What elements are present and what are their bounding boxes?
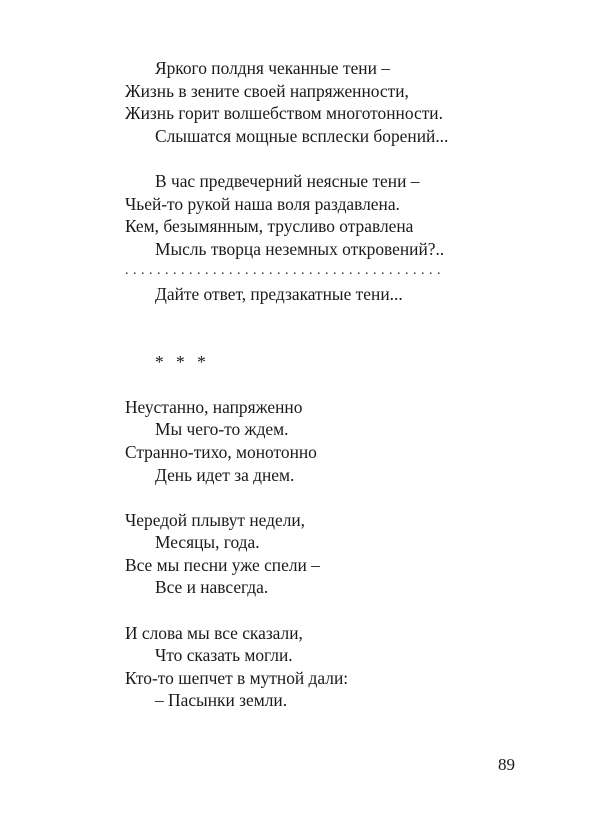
verse-line: Жизнь горит волшебством многотонности.: [125, 103, 443, 124]
verse-line: Кем, безымянным, трусливо отравлена: [125, 216, 414, 237]
verse-line: Неустанно, напряженно: [125, 396, 303, 417]
section-separator: * * *: [155, 351, 210, 372]
verse-line: Жизнь в зените своей напряженности,: [125, 80, 409, 101]
verse-line: День идет за днем.: [155, 464, 295, 485]
verse-line: Чередой плывут недели,: [125, 509, 306, 530]
stanza: [125, 509, 545, 599]
page-number: 89: [498, 755, 515, 774]
verse-line: Мы чего-то ждем.: [155, 419, 289, 440]
verse-line: Мысль творца неземных откровений?..: [155, 238, 445, 259]
verse-line: Все мы песни уже спели –: [125, 554, 320, 575]
page-body: [125, 57, 545, 712]
verse-line: Чьей-то рукой наша воля раздавлена.: [125, 193, 400, 214]
section-gap: [125, 373, 545, 396]
stanza: [125, 170, 545, 306]
verse-line: – Пасынки земли.: [155, 690, 288, 711]
poem-2: [125, 396, 545, 712]
verse-line: Что сказать могли.: [155, 645, 293, 666]
section-gap: [125, 306, 545, 351]
verse-line: Слышатся мощные всплески борений...: [155, 125, 449, 146]
poem-1: [125, 57, 545, 306]
verse-line: Яркого полдня чеканные тени –: [155, 58, 390, 78]
stanza-gap: [125, 486, 545, 509]
stanza-gap: [125, 147, 545, 170]
verse-line: И слова мы все сказали,: [125, 622, 303, 643]
verse-line: Странно-тихо, монотонно: [125, 441, 317, 462]
stanza: [125, 622, 545, 712]
verse-line: В час предвечерний неясные тени –: [155, 170, 420, 191]
stanza: [125, 57, 545, 147]
verse-line: Все и навсегда.: [155, 577, 269, 598]
verse-line: Дайте ответ, предзакатные тени...: [155, 283, 403, 304]
verse-line: Кто-то шепчет в мутной дали:: [125, 667, 349, 688]
stanza-gap: [125, 599, 545, 622]
stanza: [125, 396, 545, 486]
dotted-line: . . . . . . . . . . . . . . . . . . . . . . . . . . . . . . . . . . . . . . . .: [125, 263, 441, 279]
verse-line: Месяцы, года.: [155, 532, 260, 553]
